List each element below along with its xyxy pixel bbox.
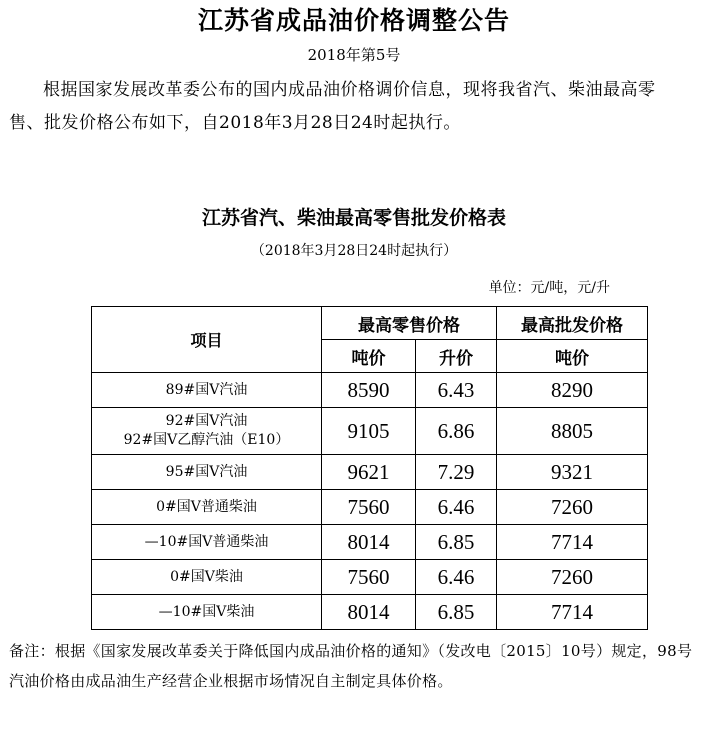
retail-ton-price: 8014: [322, 595, 416, 630]
table-row: [92, 490, 648, 525]
retail-ton-price: 9105: [322, 408, 416, 455]
table-subtitle: （2018年3月28日24时起执行）: [250, 243, 458, 259]
product-name-line2: 92#国Ⅴ乙醇汽油（E10）: [123, 432, 290, 448]
retail-ton-price: 8590: [322, 373, 416, 408]
header-wholesale: 最高批发价格: [497, 307, 648, 340]
retail-liter-price: 6.85: [416, 595, 497, 630]
document-title: 江苏省成品油价格调整公告: [197, 6, 510, 35]
product-name: [92, 408, 322, 455]
retail-liter-price: 6.46: [416, 490, 497, 525]
retail-ton-price: 8014: [322, 525, 416, 560]
retail-ton-price: 7560: [322, 560, 416, 595]
remark-note: 备注：根据《国家发展改革委关于降低国内成品油价格的通知》（发改电〔2015〕10号）规定，98号汽油价格由成品油生产经营企业根据市场情况自主制定具体价格。: [9, 642, 693, 690]
retail-ton-price: 9621: [322, 455, 416, 490]
table-row: [92, 525, 648, 560]
wholesale-ton-price: 7260: [497, 560, 648, 595]
retail-liter-price: 6.43: [416, 373, 497, 408]
retail-liter-price: 6.86: [416, 408, 497, 455]
header-wholesale-ton: 吨价: [497, 340, 648, 373]
price-table: [91, 306, 648, 630]
table-row: [92, 455, 648, 490]
unit-label: 单位：元/吨，元/升: [488, 280, 610, 296]
header-retail: 最高零售价格: [322, 307, 497, 340]
retail-liter-price: 6.46: [416, 560, 497, 595]
wholesale-ton-price: 7714: [497, 525, 648, 560]
product-name-line1: 92#国Ⅴ汽油: [165, 413, 248, 429]
header-retail-liter: 升价: [416, 340, 497, 373]
retail-ton-price: 7560: [322, 490, 416, 525]
table-row: [92, 560, 648, 595]
document-number: 2018年第5号: [307, 46, 401, 64]
wholesale-ton-price: 8805: [497, 408, 648, 455]
wholesale-ton-price: 7714: [497, 595, 648, 630]
wholesale-ton-price: 9321: [497, 455, 648, 490]
header-retail-ton: 吨价: [322, 340, 416, 373]
product-name: 89#国Ⅴ汽油: [92, 373, 322, 408]
table-title: 江苏省汽、柴油最高零售批发价格表: [201, 207, 506, 229]
product-name: 0#国Ⅴ柴油: [92, 560, 322, 595]
intro-paragraph: 根据国家发展改革委公布的国内成品油价格调价信息，现将我省汽、柴油最高零售、批发价格公布如下，自2018年3月28日24时起执行。: [9, 80, 656, 133]
retail-liter-price: 6.85: [416, 525, 497, 560]
product-name: —10#国Ⅴ柴油: [92, 595, 322, 630]
retail-liter-price: 7.29: [416, 455, 497, 490]
header-item: 项目: [92, 307, 322, 373]
wholesale-ton-price: 8290: [497, 373, 648, 408]
product-name: —10#国Ⅴ普通柴油: [92, 525, 322, 560]
table-row: [92, 408, 648, 455]
table-row: [92, 595, 648, 630]
product-name: 0#国Ⅴ普通柴油: [92, 490, 322, 525]
table-row: [92, 373, 648, 408]
wholesale-ton-price: 7260: [497, 490, 648, 525]
product-name: 95#国Ⅴ汽油: [92, 455, 322, 490]
